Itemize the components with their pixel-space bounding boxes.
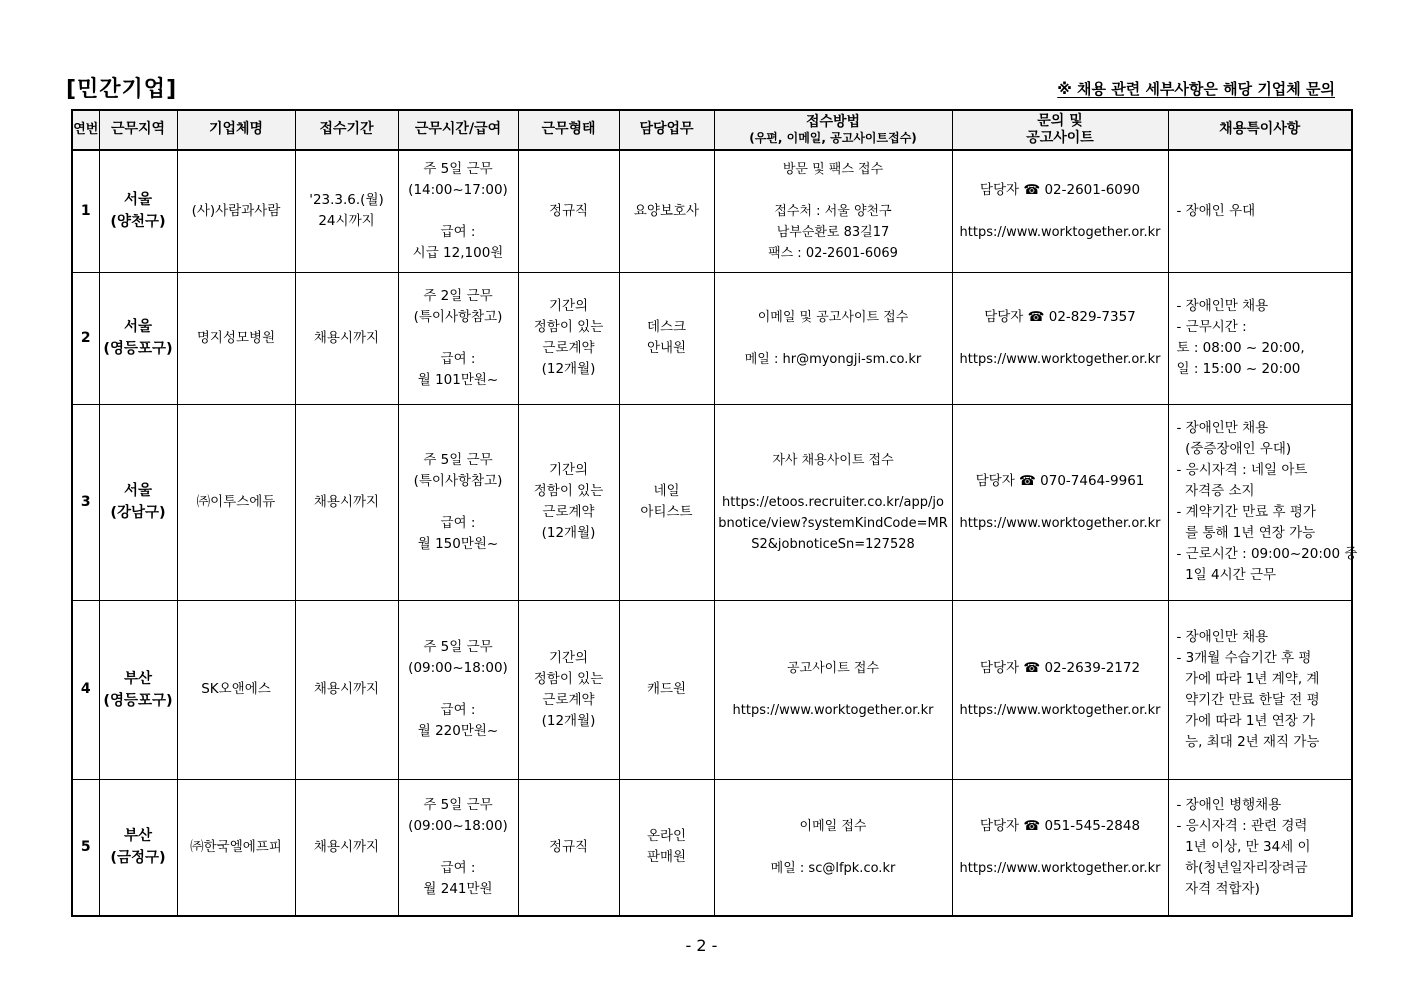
cell-line: 기간의: [548, 649, 589, 666]
application-method-cell: [714, 600, 952, 779]
table-row: [72, 150, 1352, 272]
duty-cell: [619, 272, 714, 404]
application-method-cell: [714, 150, 952, 272]
header-method: [714, 110, 952, 150]
period-line1: 채용시까지: [313, 493, 380, 510]
duty-cell: [619, 150, 714, 272]
cell-line: (중증장애인 우대): [1176, 441, 1292, 457]
work-hours: (특이사항참고): [413, 308, 503, 325]
cell-line: 약기간 만료 한달 전 평: [1176, 691, 1320, 708]
cell-line: 네일: [653, 483, 680, 499]
spacer: [953, 328, 1168, 349]
employment-type-cell: [518, 779, 619, 916]
cell-line: 정규직: [548, 202, 589, 219]
cell-line: 접수처 : 서울 양천구: [774, 203, 892, 219]
hours-pay-cell: [398, 404, 518, 600]
spacer: [399, 837, 518, 858]
cell-line: 자격 적합자): [1176, 880, 1260, 897]
cell-line: 1일 4시간 근무: [1176, 567, 1277, 583]
work-hours: (09:00~18:00): [408, 660, 508, 676]
cell-line: https://www.worktogether.or.kr: [732, 703, 934, 718]
cell-line: 1년 이상, 만 34세 이: [1176, 838, 1311, 855]
cell-line: 데스크: [646, 319, 687, 335]
spacer: [399, 679, 518, 700]
cell-line: - 장애인만 채용: [1176, 628, 1269, 645]
spacer: [953, 201, 1168, 222]
cell-line: 정함이 있는: [533, 670, 604, 687]
company-cell: ㈜이투스에듀: [177, 404, 295, 600]
duty-cell: [619, 404, 714, 600]
inquiry-note: ※ 채용 관련 세부사항은 해당 기업체 문의: [1057, 80, 1335, 98]
header-duty: 담당업무: [619, 110, 714, 150]
notes-cell: [1168, 404, 1358, 600]
work-hours: (특이사항참고): [413, 472, 503, 489]
period-cell: [295, 779, 398, 916]
duty-cell: [619, 779, 714, 916]
contact-cell: [952, 600, 1168, 779]
contact-url[interactable]: https://www.worktogether.or.kr: [959, 860, 1161, 876]
application-method-cell: [714, 272, 952, 404]
company-cell: (사)사람과사람: [177, 150, 295, 272]
cell-line: S2&jobnoticeSn=127528: [751, 536, 915, 552]
application-method-cell: [714, 779, 952, 916]
notes-cell: [1168, 779, 1352, 916]
cell-line: - 3개월 수습기간 후 평: [1176, 649, 1312, 666]
work-hours: (09:00~18:00): [408, 817, 508, 834]
pay-amount: 월 150만원~: [417, 535, 499, 552]
contact-url[interactable]: https://www.worktogether.or.kr: [959, 703, 1161, 718]
cell-line: - 근무시간 :: [1176, 319, 1247, 335]
cell-line: - 응시자격 : 네일 아트: [1176, 462, 1308, 478]
cell-line: 아티스트: [640, 504, 693, 520]
contact-phone: 담당자 ☎ 051-545-2848: [979, 817, 1141, 834]
pay-amount: 월 241만원: [423, 880, 493, 897]
spacer: [953, 679, 1168, 700]
region-cell: [99, 272, 177, 404]
header-notes: 채용특이사항: [1168, 110, 1352, 150]
region-cell: [99, 150, 177, 272]
period-cell: [295, 272, 398, 404]
region-district: (강남구): [110, 505, 166, 521]
header-company: 기업체명: [177, 110, 295, 150]
header-contact: [952, 110, 1168, 150]
cell-line: (12개월): [541, 361, 596, 377]
contact-cell: [952, 150, 1168, 272]
period-line2: 24시까지: [318, 213, 375, 230]
notes-cell: [1168, 272, 1352, 404]
cell-line: 정함이 있는: [533, 319, 604, 335]
employment-type-cell: [518, 600, 619, 779]
cell-line: - 장애인만 채용: [1176, 298, 1269, 314]
contact-cell: [952, 272, 1168, 404]
cell-line: 기간의: [548, 298, 589, 314]
period-line1: 채용시까지: [313, 838, 380, 855]
header-period: 접수기간: [295, 110, 398, 150]
header-hours: 근무시간/급여: [398, 110, 518, 150]
cell-line: (12개월): [541, 712, 596, 729]
row-number: 3: [72, 404, 99, 600]
period-cell: [295, 150, 398, 272]
period-line1: '23.3.6.(월): [309, 192, 384, 209]
header-region: 근무지역: [99, 110, 177, 150]
header-method-label: 접수방법: [805, 113, 861, 130]
header-type: 근무형태: [518, 110, 619, 150]
pay-amount: 시급 12,100원: [412, 244, 504, 261]
cell-line: 능, 최대 2년 재직 가능: [1176, 733, 1320, 750]
cell-line: 기간의: [548, 462, 589, 478]
pay-label: 급여 :: [440, 350, 476, 367]
cell-line: 자사 채용사이트 접수: [772, 452, 894, 468]
contact-url[interactable]: https://www.worktogether.or.kr: [959, 224, 1161, 240]
cell-line: 가에 따라 1년 계약, 계: [1176, 670, 1320, 687]
region-district: (금정구): [110, 850, 166, 867]
cell-line: - 장애인 병행채용: [1176, 796, 1282, 813]
pay-label: 급여 :: [440, 859, 476, 876]
header-method-sub: (우편, 이메일, 공고사이트접수): [749, 131, 917, 146]
cell-line: 남부순환로 83길17: [776, 224, 890, 240]
spacer: [953, 837, 1168, 858]
cell-line: https://etoos.recruiter.co.kr/app/jo: [722, 494, 944, 510]
cell-line: 일 : 15:00 ~ 20:00: [1176, 361, 1301, 377]
pay-label: 급여 :: [440, 702, 476, 718]
row-number: 5: [72, 779, 99, 916]
contact-url[interactable]: https://www.worktogether.or.kr: [959, 515, 1161, 531]
work-days: 주 5일 근무: [423, 451, 493, 468]
spacer: [399, 201, 518, 222]
cell-line: 캐드원: [646, 681, 687, 697]
cell-line: 가에 따라 1년 연장 가: [1176, 712, 1316, 729]
cell-line: [718, 837, 949, 858]
cell-line: 요양보호사: [633, 202, 700, 219]
contact-phone: 담당자 ☎ 02-829-7357: [984, 308, 1136, 325]
notes-cell: [1168, 600, 1352, 779]
company-cell: 명지성모병원: [177, 272, 295, 404]
region-cell: [99, 779, 177, 916]
cell-line: bnotice/view?systemKindCode=MR: [718, 515, 948, 531]
header-contact-line2: 공고사이트: [1026, 130, 1094, 146]
cell-line: 판매원: [646, 849, 687, 866]
period-cell: [295, 404, 398, 600]
hours-pay-cell: [398, 150, 518, 272]
cell-line: 근로계약: [542, 340, 595, 356]
cell-line: 근로계약: [542, 691, 595, 708]
region-city: 부산: [123, 828, 152, 845]
spacer: [399, 328, 518, 349]
period-line1: 채용시까지: [313, 681, 380, 697]
period-cell: [295, 600, 398, 779]
cell-line: - 계약기간 만료 후 평가: [1176, 504, 1316, 520]
contact-cell: [952, 404, 1168, 600]
region-city: 부산: [123, 670, 152, 687]
cell-line: 이메일 접수: [799, 818, 867, 834]
region-city: 서울: [123, 319, 152, 335]
cell-line: 정규직: [548, 838, 589, 855]
cell-line: 안내원: [646, 340, 687, 356]
notes-cell: [1168, 150, 1352, 272]
company-cell: ㈜한국엘에프피: [177, 779, 295, 916]
contact-phone: 담당자 ☎ 070-7464-9961: [975, 472, 1145, 489]
contact-url[interactable]: https://www.worktogether.or.kr: [959, 351, 1161, 367]
period-line1: 채용시까지: [313, 329, 380, 346]
row-number: 4: [72, 600, 99, 779]
employment-type-cell: [518, 404, 619, 600]
cell-line: 방문 및 팩스 접수: [782, 161, 884, 177]
cell-line: 메일 : sc@lfpk.co.kr: [770, 860, 896, 876]
cell-line: 를 통해 1년 연장 가능: [1176, 525, 1316, 541]
cell-line: - 장애인만 채용: [1176, 420, 1269, 436]
table-row: [72, 404, 1352, 600]
region-city: 서울: [123, 483, 152, 499]
duty-cell: [619, 600, 714, 779]
cell-line: 하(청년일자리장려금: [1176, 859, 1308, 876]
region-cell: [99, 404, 177, 600]
work-days: 주 5일 근무: [423, 796, 493, 813]
table-row: [72, 600, 1352, 779]
company-cell: SK오앤에스: [177, 600, 295, 779]
employment-type-cell: [518, 272, 619, 404]
cell-line: 근로계약: [542, 504, 595, 520]
region-district: (영등포구): [103, 341, 173, 357]
header-contact-line1: 문의 및: [1037, 112, 1083, 129]
hours-pay-cell: [398, 272, 518, 404]
pay-label: 급여 :: [440, 514, 476, 531]
table-row: [72, 779, 1352, 916]
cell-line: 이메일 및 공고사이트 접수: [757, 309, 909, 325]
pay-amount: 월 220만원~: [417, 723, 499, 739]
table-header-row: [72, 110, 1352, 150]
cell-line: 정함이 있는: [533, 483, 604, 499]
row-number: 2: [72, 272, 99, 404]
cell-line: [718, 180, 949, 201]
contact-phone: 담당자 ☎ 02-2601-6090: [979, 181, 1141, 198]
region-cell: [99, 600, 177, 779]
hours-pay-cell: [398, 779, 518, 916]
application-method-cell: [714, 404, 952, 600]
job-listing-table: [71, 109, 1358, 917]
pay-label: 급여 :: [440, 223, 476, 240]
work-days: 주 5일 근무: [423, 639, 493, 655]
contact-cell: [952, 779, 1168, 916]
employment-type-cell: [518, 150, 619, 272]
region-city: 서울: [123, 192, 152, 209]
cell-line: [718, 328, 949, 349]
spacer: [953, 492, 1168, 513]
cell-line: - 근로시간 : 09:00~20:00 중: [1176, 546, 1358, 562]
cell-line: 온라인: [646, 828, 687, 845]
hours-pay-cell: [398, 600, 518, 779]
cell-line: 자격증 소지: [1176, 483, 1255, 499]
cell-line: - 장애인 우대: [1176, 202, 1256, 219]
cell-line: [718, 471, 949, 492]
contact-phone: 담당자 ☎ 02-2639-2172: [979, 660, 1141, 676]
page-number: - 2 -: [685, 936, 718, 955]
section-title: [민간기업]: [66, 77, 178, 102]
pay-amount: 월 101만원~: [417, 371, 499, 388]
cell-line: (12개월): [541, 525, 596, 541]
table-row: [72, 272, 1352, 404]
work-hours: (14:00~17:00): [408, 181, 508, 198]
cell-line: 토 : 08:00 ~ 20:00,: [1176, 340, 1305, 356]
cell-line: [718, 679, 949, 700]
cell-line: 팩스 : 02-2601-6069: [768, 245, 898, 261]
work-days: 주 2일 근무: [423, 287, 493, 304]
region-district: (양천구): [110, 214, 166, 231]
spacer: [399, 492, 518, 513]
cell-line: 메일 : hr@myongji-sm.co.kr: [744, 351, 922, 367]
cell-line: 공고사이트 접수: [786, 661, 880, 676]
region-district: (영등포구): [103, 692, 173, 709]
work-days: 주 5일 근무: [423, 160, 493, 177]
cell-line: - 응시자격 : 관련 경력: [1176, 817, 1308, 834]
row-number: 1: [72, 150, 99, 272]
header-no: 연번: [72, 110, 99, 150]
